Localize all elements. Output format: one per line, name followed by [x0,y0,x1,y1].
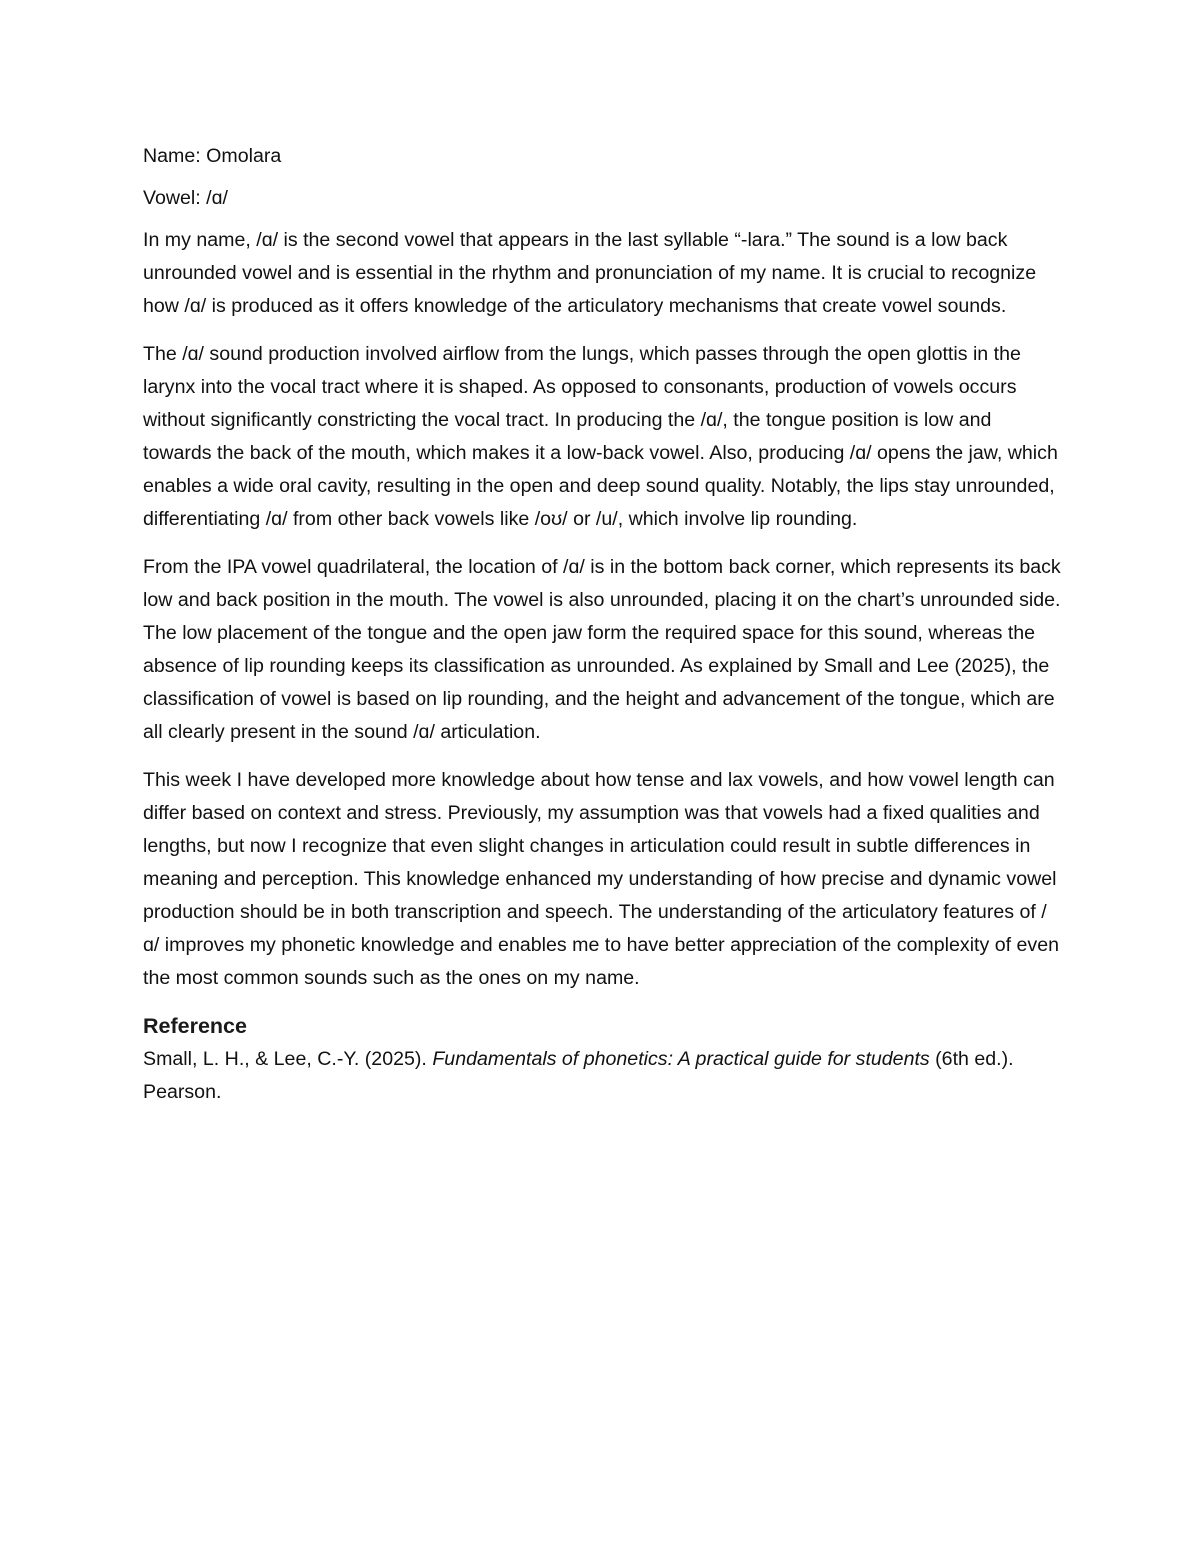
reference-authors-year: Small, L. H., & Lee, C.-Y. (2025). [143,1048,433,1070]
name-line: Name: Omolara [143,145,282,167]
document-body [143,140,1061,1109]
reference-title: Fundamentals of phonetics: A practical guide for students [432,1048,930,1070]
paragraph-production: The /ɑ/ sound production involved airflow from the lungs, which passes through the open glottis in the larynx into the vocal tract where it is shaped. As opposed to consonants, production of vowels occurs without significantly constricting the vocal tract. In producing the /ɑ/, the tongue position is low and towards the back of the mouth, which makes it a low-back vowel. Also, producing /ɑ/ opens the jaw, which enables a wide oral cavity, resulting in the open and deep sound quality. Notably, the lips stay unrounded, differentiating /ɑ/ from other back vowels like /oʊ/ or /u/, which involve lip rounding. [143,343,1058,530]
paragraph-intro: In my name, /ɑ/ is the second vowel that appears in the last syllable “-lara.” The sound is a low back unrounded vowel and is essential in the rhythm and pronunciation of my name. It is crucial to recognize how /ɑ/ is produced as it offers knowledge of the articulatory mechanisms that create vowel sounds. [143,229,1037,317]
reference-suffix: (6th ed.). Pearson. [143,1048,1014,1103]
reference-entry [143,1043,1061,1109]
paragraph-quadrilateral: From the IPA vowel quadrilateral, the location of /ɑ/ is in the bottom back corner, which represents its back low and back position in the mouth. The vowel is also unrounded, placing it on the chart’s unrounded side. The low placement of the tongue and the open jaw form the required space for this sound, whereas the absence of lip rounding keeps its classification as unrounded. As explained by Small and Lee (2025), the classification of vowel is based on lip rounding, and the height and advancement of the tongue, which are all clearly present in the sound /ɑ/ articulation. [143,556,1061,743]
reference-heading: Reference [143,1014,247,1038]
vowel-line: Vowel: /ɑ/ [143,187,228,209]
paragraph-reflection: This week I have developed more knowledge about how tense and lax vowels, and how vowel length can differ based on context and stress. Previously, my assumption was that vowels had a fixed qualities and lengths, but now I recognize that even slight changes in articulation could result in subtle differences in meaning and perception. This knowledge enhanced my understanding of how precise and dynamic vowel production should be in both transcription and speech. The understanding of the articulatory features of /ɑ/ improves my phonetic knowledge and enables me to have better appreciation of the complexity of even the most common sounds such as the ones on my name. [143,769,1059,989]
